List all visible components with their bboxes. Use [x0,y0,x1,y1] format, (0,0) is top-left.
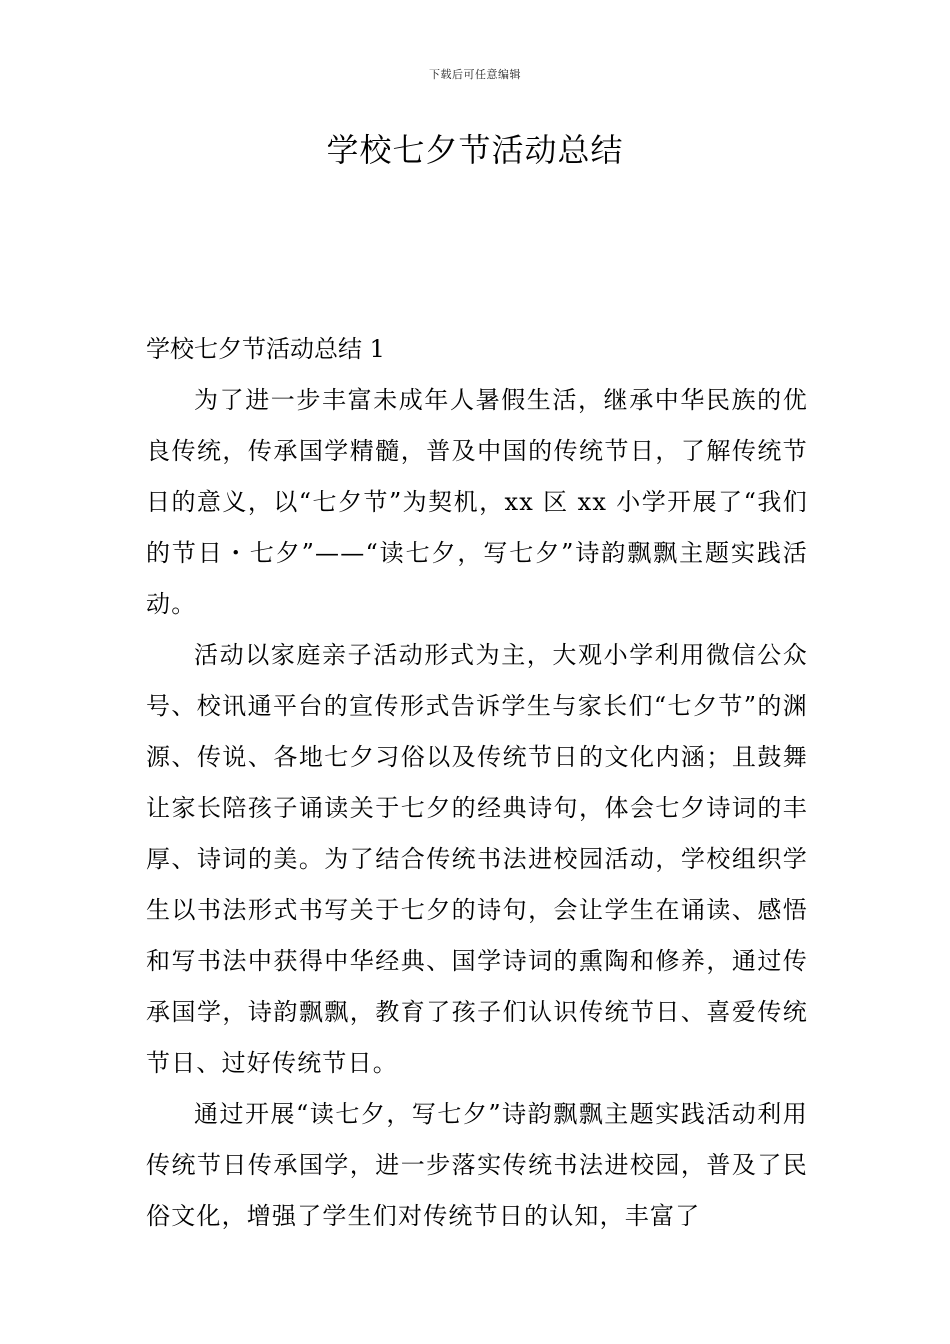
document-title: 学校七夕节活动总结 [326,131,624,169]
section-heading: 学校七夕节活动总结 1 [146,335,385,363]
header-note: 下载后可任意编辑 [429,68,521,81]
document-body [146,323,808,1242]
paragraph: 活动以家庭亲子活动形式为主，大观小学利用微信公众号、校讯通平台的宣传形式告诉学生与家长们“七夕节”的渊源、传说、各地七夕习俗以及传统节日的文化内涵；且鼓舞让家长陪孩子诵读关于七夕的经典诗句，体会七夕诗词的丰厚、诗词的美。为了结合传统书法进校园活动，学校组织学生以书法形式书写关于七夕的诗句，会让学生在诵读、感悟和写书法中获得中华经典、国学诗词的熏陶和修养，通过传承国学，诗韵飘飘，教育了孩子们认识传统节日、喜爱传统节日、过好传统节日。 [146,641,808,1077]
paragraph: 为了进一步丰富未成年人暑假生活，继承中华民族的优良传统，传承国学精髓，普及中国的传统节日，了解传统节日的意义，以“七夕节”为契机，xx 区 xx 小学开展了“我们的节日・七夕”——“读七夕，写七夕”诗韵飘飘主题实践活动。 [146,386,808,618]
paragraph: 通过开展“读七夕，写七夕”诗韵飘飘主题实践活动利用传统节日传承国学，进一步落实传统书法进校园，普及了民俗文化，增强了学生们对传统节日的认知，丰富了 [146,1100,808,1230]
